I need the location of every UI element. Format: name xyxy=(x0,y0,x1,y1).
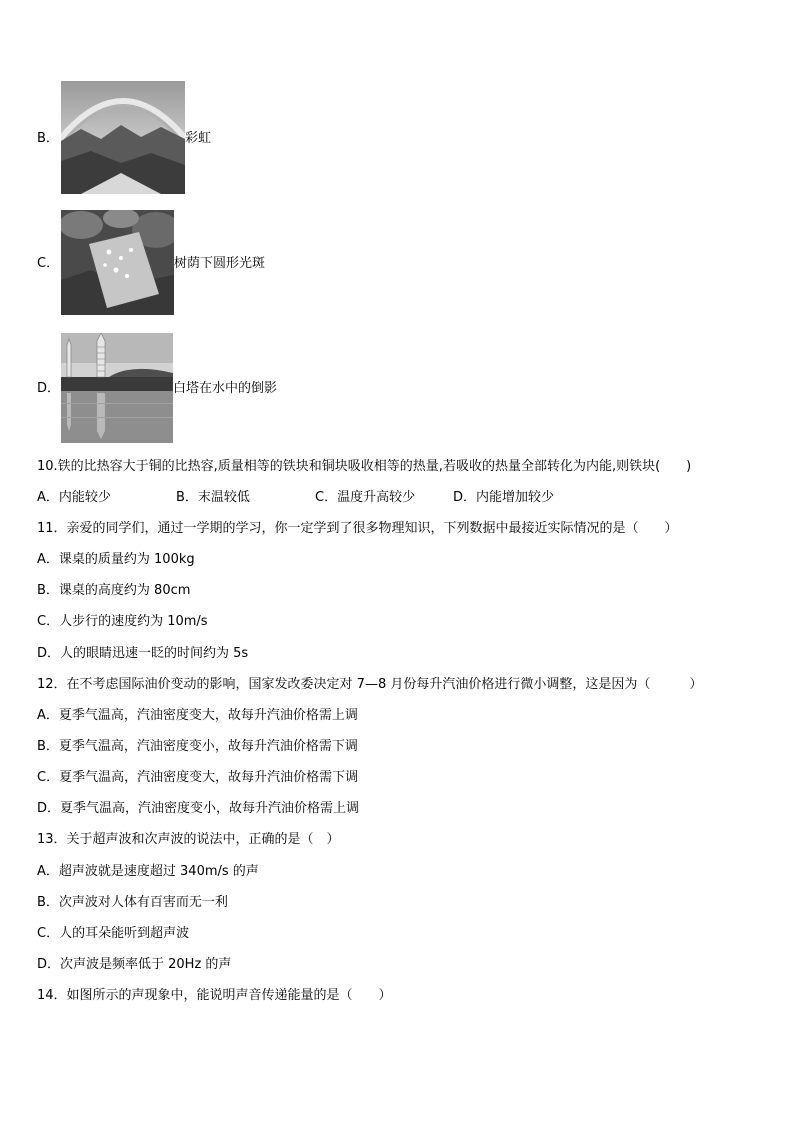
option-c: C．夏季气温高，汽油密度变大，故每升汽油价格需下调 xyxy=(37,770,359,785)
question-stem: 13．关于超声波和次声波的说法中，正确的是（ ） xyxy=(37,832,340,847)
option-c: C．人的耳朵能听到超声波 xyxy=(37,926,190,941)
question-stem: 14．如图所示的声现象中，能说明声音传递能量的是（ ） xyxy=(37,988,392,1003)
option-c: C．温度升高较少 xyxy=(315,490,416,505)
option-a: A．课桌的质量约为 100kg xyxy=(37,552,195,567)
option-d: D．人的眼睛迅速一眨的时间约为 5s xyxy=(37,646,249,661)
option-d: D．次声波是频率低于 20Hz 的声 xyxy=(37,957,232,972)
tree-shade-light-spots-photo xyxy=(61,210,174,315)
option-letter: C． xyxy=(37,256,60,271)
option-b: B．次声波对人体有百害而无一利 xyxy=(37,895,228,910)
option-a: A．内能较少 xyxy=(37,490,111,505)
option-caption: 树荫下圆形光斑 xyxy=(174,256,266,271)
white-pagoda-reflection-photo xyxy=(61,333,173,443)
rainbow-photo xyxy=(61,81,185,194)
question-stem: 11．亲爱的同学们，通过一学期的学习，你一定学到了很多物理知识，下列数据中最接近实际情况的是（ ） xyxy=(37,521,678,536)
option-caption: 彩虹 xyxy=(185,131,212,146)
option-caption: 白塔在水中的倒影 xyxy=(173,381,278,396)
option-d: D．夏季气温高，汽油密度变小，故每升汽油价格需上调 xyxy=(37,801,360,816)
question-stem: 12．在不考虑国际油价变动的影响，国家发改委决定对 7—8 月份每升汽油价格进行微小调整，这是因为（ ） xyxy=(37,677,703,692)
option-letter: D． xyxy=(37,381,61,396)
option-b: B．课桌的高度约为 80cm xyxy=(37,583,191,598)
option-b: B．末温较低 xyxy=(176,490,250,505)
option-d: D．内能增加较少 xyxy=(453,490,555,505)
option-a: A．超声波就是速度超过 340m/s 的声 xyxy=(37,864,259,879)
option-c: C．人步行的速度约为 10m/s xyxy=(37,614,208,629)
option-a: A．夏季气温高，汽油密度变大，故每升汽油价格需上调 xyxy=(37,708,358,723)
option-b: B．夏季气温高，汽油密度变小，故每升汽油价格需下调 xyxy=(37,739,358,754)
question-stem: 10.铁的比热容大于铜的比热容,质量相等的铁块和铜块吸收相等的热量,若吸收的热量全部转化为内能,则铁块( ) xyxy=(37,459,692,474)
option-letter: B． xyxy=(37,131,59,146)
